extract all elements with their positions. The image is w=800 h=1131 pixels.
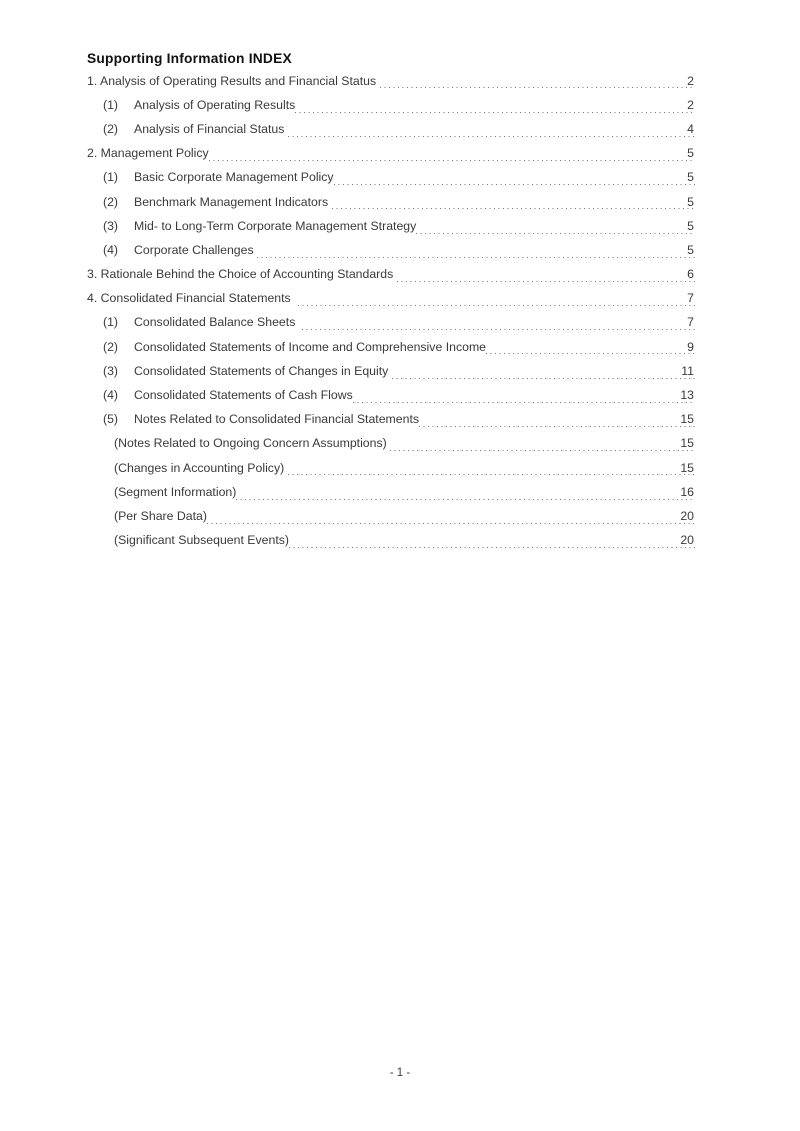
toc-page-number: 20 xyxy=(680,533,694,548)
toc-entry-title: Benchmark Management Indicators xyxy=(134,194,332,209)
toc-dotted-leader xyxy=(288,461,695,476)
toc-dotted-leader xyxy=(390,436,695,451)
toc-list xyxy=(87,69,695,553)
toc-dotted-leader xyxy=(334,170,695,185)
toc-entry-title: Consolidated Statements of Cash Flows xyxy=(134,388,353,403)
toc-page-number: 6 xyxy=(687,267,694,282)
toc-page-number: 15 xyxy=(680,436,694,451)
toc-dotted-leader xyxy=(209,146,695,161)
toc-page-number: 9 xyxy=(687,339,694,354)
toc-entry-title: Corporate Challenges xyxy=(134,242,258,257)
toc-entry xyxy=(114,480,695,504)
toc-entry xyxy=(87,142,695,166)
toc-entry-title: 4. Consolidated Financial Statements xyxy=(87,291,298,306)
toc-entry xyxy=(103,311,695,335)
toc-dotted-leader xyxy=(207,509,695,524)
toc-entry-marker: (5) xyxy=(103,412,119,427)
toc-dotted-leader xyxy=(419,412,695,427)
toc-entry xyxy=(103,190,695,214)
toc-entry-title: 3. Rationale Behind the Choice of Accounting Standards xyxy=(87,267,397,282)
toc-dotted-leader xyxy=(332,195,695,210)
toc-entry-marker: (4) xyxy=(103,242,119,257)
toc-entry-title: Analysis of Financial Status xyxy=(134,121,288,136)
toc-page-number: 5 xyxy=(687,146,694,161)
toc-entry xyxy=(103,117,695,141)
toc-entry xyxy=(114,529,695,553)
toc-entry xyxy=(87,263,695,287)
toc-entry-marker: (3) xyxy=(103,363,119,378)
toc-entry-title: Mid- to Long-Term Corporate Management Strategy xyxy=(134,218,417,233)
toc-entry-marker: (1) xyxy=(103,315,119,330)
toc-entry xyxy=(103,383,695,407)
toc-page-number: 2 xyxy=(687,73,694,88)
toc-entry xyxy=(114,504,695,528)
toc-dotted-leader xyxy=(380,74,695,89)
toc-entry-marker: (4) xyxy=(103,388,119,403)
toc-dotted-leader xyxy=(295,98,695,113)
toc-entry-title: (Significant Subsequent Events) xyxy=(114,533,289,548)
toc-page-number: 5 xyxy=(687,218,694,233)
toc-page-number: 5 xyxy=(687,242,694,257)
toc-entry xyxy=(87,287,695,311)
toc-entry xyxy=(103,214,695,238)
toc-page-number: 7 xyxy=(687,315,694,330)
toc-entry-marker: (3) xyxy=(103,218,119,233)
toc-entry xyxy=(103,166,695,190)
toc-entry-title: 2. Management Policy xyxy=(87,146,209,161)
toc-dotted-leader xyxy=(289,533,695,548)
toc-entry-title: Consolidated Statements of Income and Comprehensive Income xyxy=(134,339,487,354)
toc-entry-marker: (2) xyxy=(103,121,119,136)
toc-dotted-leader xyxy=(392,364,695,379)
toc-entry xyxy=(114,456,695,480)
toc-page-number: 15 xyxy=(680,460,694,475)
toc-entry xyxy=(103,93,695,117)
toc-page-number: 5 xyxy=(687,170,694,185)
toc-page-number: 13 xyxy=(680,388,694,403)
toc-page-number: 7 xyxy=(687,291,694,306)
toc-entry-title: (Changes in Accounting Policy) xyxy=(114,460,288,475)
toc-dotted-leader xyxy=(298,291,695,306)
toc-page-number: 5 xyxy=(687,194,694,209)
toc-entry-marker: (2) xyxy=(103,339,119,354)
toc-entry-title: Consolidated Balance Sheets xyxy=(134,315,303,330)
toc-entry-title: Basic Corporate Management Policy xyxy=(134,170,334,185)
toc-entry-title: Notes Related to Consolidated Financial Statements xyxy=(134,412,420,427)
toc-entry-title: (Per Share Data) xyxy=(114,508,207,523)
toc-dotted-leader xyxy=(257,243,695,258)
index-heading: Supporting Information INDEX xyxy=(87,51,292,66)
toc-dotted-leader xyxy=(288,122,695,137)
toc-entry xyxy=(103,359,695,383)
toc-dotted-leader xyxy=(416,219,695,234)
toc-dotted-leader xyxy=(353,388,695,403)
page-number-footer: - 1 - xyxy=(389,1067,411,1079)
toc-section xyxy=(87,51,695,553)
toc-page-number: 11 xyxy=(681,363,694,378)
toc-entry-title: Analysis of Operating Results xyxy=(134,97,296,112)
toc-entry xyxy=(87,69,695,93)
toc-entry-title: 1. Analysis of Operating Results and Financial Status xyxy=(87,73,380,88)
toc-page-number: 16 xyxy=(680,484,694,499)
toc-entry-marker: (1) xyxy=(103,170,119,185)
toc-entry xyxy=(114,432,695,456)
toc-entry xyxy=(103,335,695,359)
toc-page-number: 4 xyxy=(687,121,694,136)
toc-entry xyxy=(103,238,695,262)
toc-dotted-leader xyxy=(302,315,695,330)
toc-page-number: 20 xyxy=(680,508,694,523)
toc-page-number: 2 xyxy=(687,97,694,112)
toc-entry-marker: (2) xyxy=(103,194,119,209)
toc-entry-title: (Segment Information) xyxy=(114,484,237,499)
toc-entry xyxy=(103,408,695,432)
toc-dotted-leader xyxy=(397,267,695,282)
toc-entry-title: (Notes Related to Ongoing Concern Assumptions) xyxy=(114,436,391,451)
toc-entry-marker: (1) xyxy=(103,97,119,112)
toc-dotted-leader xyxy=(236,485,695,500)
toc-entry-title: Consolidated Statements of Changes in Equity xyxy=(134,363,392,378)
toc-page-number: 15 xyxy=(680,412,694,427)
toc-dotted-leader xyxy=(486,340,695,355)
